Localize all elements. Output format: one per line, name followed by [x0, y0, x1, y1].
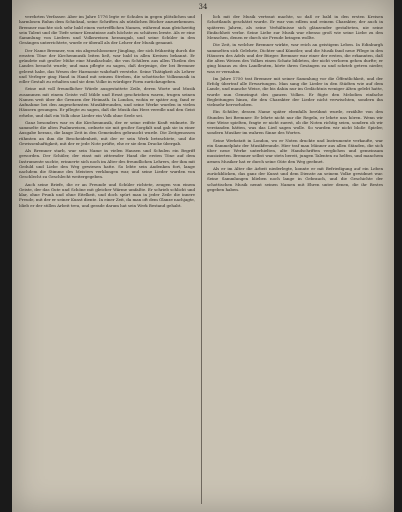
paragraph: Ganz besonders war es die Kirchenmusik, der er seine reifste Kraft widmete. Er sammelte die alten Psalmweisen, ordnete sie mit großer Sorgfalt und gab sie in einer Ausgabe heraus, die lange Zeit in den Gemeinden gebraucht wurde. Die Zeitgenossen rühmten an ihm die Bescheidenheit, mit der er sein Werk betrachtete, und die Gewissenhaftigkeit, mit der er jede Note prüfte, ehe er sie dem Drucke übergab.: [19, 119, 195, 146]
paragraph: Ein Schüler, dessen Name später ebenfalls berühmt wurde, erzählte von den Stunden bei Bremner: Er lehrte nicht nur die Regeln, er lehrte uns hören. Wenn wir eine Weise spielten, fragte er nicht zuerst, ob die Noten richtig seien, sondern ob wir verstanden hätten, was das Lied sagen wolle. So wurden wir nicht bloße Spieler, sondern Musiker im wahren Sinne des Wortes.: [207, 109, 383, 136]
paragraph: Der Name Bremner, von ein abgeschlossener Jüngling, der sich frühzeitig durch die ernsten Töne der Kirchenmusik leiten ließ, war bald in allen Kreisen bekannt. Er gründete mit großer Mühe eine Musikschule, die von Schülern aus allen Theilen des Landes besucht wurde; und man pflegte zu sagen, daß derjenige, der bei Bremner gelernt habe, das Wesen der Harmonie wahrhaft verstehe. Seine Thätigkeit als Lehrer und Verleger ging Hand in Hand mit seinem Streben, die schottische Volksmusik in edler Gestalt zu erhalten und sie dem Volke in würdiger Form zurückzugeben.: [19, 47, 195, 84]
page-number: 34: [198, 3, 208, 11]
book-page: [12, 0, 394, 512]
paragraph: Als Bremner starb, war sein Name in vielen Hausen und Schulen ein Begriff geworden. Der Schüler, der einst mit zitternder Hand die ersten Töne auf dem Instrumente suchte, erinnerte sich noch im Alter des freundlichen Lehrers, der ihm mit Geduld und Liebe den Weg gewiesen hatte. So lebte sein Andenken fort, lange nachdem die Stimme des Meisters verklungen war, und seine Lieder wurden von Geschlecht zu Geschlecht weitergegeben.: [19, 148, 195, 180]
left-text-column: [19, 14, 195, 506]
paragraph: Auch seine Briefe, die er an Freunde und Schüler richtete, zeugen von einem Geiste, der das Gute und Schöne mit gleicher Wärme umfaßte. Er schrieb schlicht und klar, ohne Prunk und ohne Eitelkeit, und doch spürt man in jeder Zeile die innere Freude, mit der er seiner Kunst diente. In einer Zeit, da man oft dem Glanze nachjagte, blieb er der stillen Arbeit treu, und gerade darum hat sein Werk Bestand gehabt.: [19, 181, 195, 208]
right-text-column: [207, 14, 383, 506]
paragraph: Im Jahre 1750 trat Bremner mit seiner Sammlung vor die Öffentlichkeit, und der Erfolg übertraf alle Erwartungen. Man sang die Lieder in den Städten wie auf dem Lande, und manche Weise, die bis dahin nur im Gedächtnis weniger Alten gelebt hatte, wurde nun Gemeingut des ganzen Volkes. Er fügte den Melodien einfache Begleitungen hinzu, die den Charakter der Lieder nicht verwischten, sondern ihn vielmehr hervorhoben.: [207, 75, 383, 107]
book-spine-shadow: [394, 0, 402, 512]
paragraph: Als er im Alter die Arbeit niederlegte, konnte er mit Befriedigung auf ein Leben zurückblicken, das ganz der Kunst und dem Dienste an seinem Volke gewidmet war. Seine Sammlungen blieben noch lange in Gebrauch, und die Geschichte der schottischen Musik nennt seinen Namen mit Ehren unter denen, die ihr Bestes gegeben haben.: [207, 165, 383, 192]
paragraph: lich mit der Musik vertraut machte, so daß er bald in den ersten Kreisen Schottlands geschätzt wurde. Er war von edlem und reinem Charakter, der auch in späteren Jahren, als seine Verhältnisse sich glänzender gestalteten, nie seine Einfachheit verlor. Seine Liebe zur Musik war ebenso groß wie seine Liebe zu den Menschen, denen er durch sie Freude bringen wollte.: [207, 14, 383, 40]
paragraph: Seine Werkstatt in London, wo er Noten druckte und Instrumente verkaufte, war ein Sammelplatz der Musikfreunde. Hier traf man Männer aus allen Ständen, die sich über neue Werke unterhielten, alte Handschriften verglichen und gemeinsam musizierten. Bremner selbst war stets bereit, jungen Talenten zu helfen, und manchem armen Musiker hat er durch seine Güte den Weg geebnet.: [207, 137, 383, 164]
paragraph: Seine mit voll freundlicher Würde ausgestattete Zeile, deren Worte und Musik zusammen mit einem Geiste voll Milde und Ernst geschrieben waren, trugen seinen Namen weit über die Grenzen der Heimath. In London, wohin er später zog, fand er Aufnahme bei den angesehensten Musikfreunden, und seine Werke wurden in vielen Häusern gesungen. Er pflegte zu sagen, daß die Musik das Herz veredle und den Geist erhebe, und daß ein Volk ohne Lieder ein Volk ohne Seele sei.: [19, 86, 195, 118]
column-divider: [201, 14, 202, 504]
paragraph: Die Zeit, in welcher Bremner wirkte, war reich an geistigem Leben. In Edinburgh sammelten sich Gelehrte, Dichter und Künstler, und die Musik fand neue Pflege in den Häusern des Adels und der Bürger. Bremner war einer der ersten, die erkannten, daß die alten Weisen des Volkes einen Schatz bildeten, der nicht verloren gehen durfte; er ging hinaus zu den Landleuten, hörte ihren Gesängen zu und schrieb getreu nieder, was er vernahm.: [207, 42, 383, 74]
paragraph: verehrten Verfasser. Aber im Jahre 1776 legte er Schulen in gegen plötzlichen und harmlosen Ruhm dem Schicksal, seine Schriften als nützlichen Bücher anzuerkennen. Bremner machte sich sehr bald einen vortrefflichen Namen, während man gleichzeitig sein Talent und die Tiefe seiner Kenntnisse aufs höchste zu schätzen lernte. Als er eine Sammlung von Liedern und Volksweisen herausgab, und seine Schüler in den Gesängen unterrichtete, wurde er überall als der Lehrer der Musik genannt.: [19, 14, 195, 46]
